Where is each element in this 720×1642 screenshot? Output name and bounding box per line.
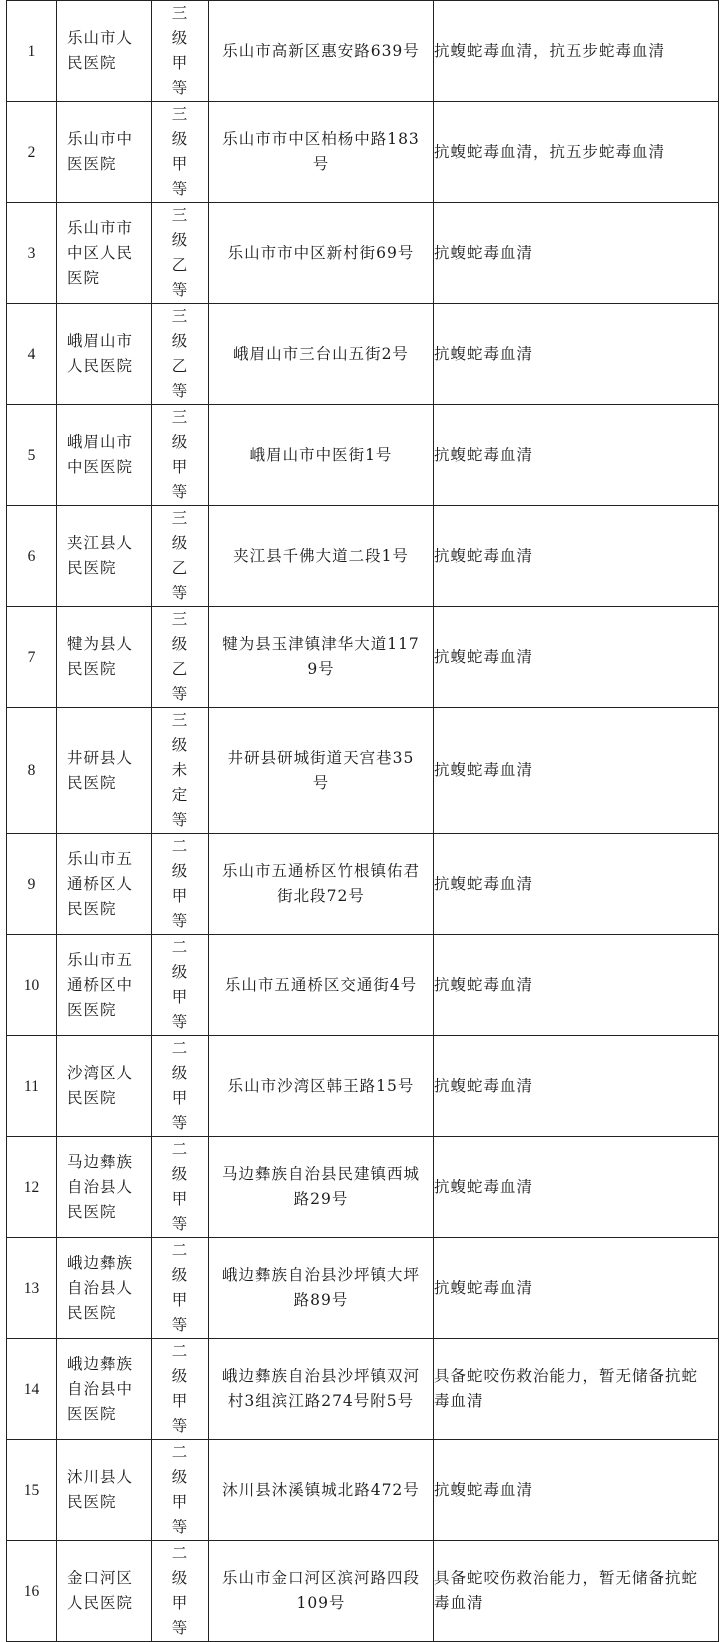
- hospital-name-cell: [57, 102, 152, 203]
- antivenom-cell: [434, 935, 719, 1036]
- row-number: 16: [23, 1582, 40, 1600]
- hospital-address: 峨边彝族自治县沙坪镇双河村3组滨江路274号附5号: [221, 1367, 420, 1410]
- row-number: 9: [27, 875, 36, 893]
- antivenom-status: 抗蝮蛇毒血清: [434, 243, 534, 262]
- hospital-grade: 三级乙等: [171, 509, 189, 602]
- hospital-grade-cell: [152, 607, 209, 708]
- hospital-grade: 三级甲等: [171, 4, 189, 97]
- hospital-address: 乐山市高新区惠安路639号: [222, 41, 420, 60]
- row-number-cell: [7, 405, 57, 506]
- hospital-name: 峨眉山市人民医院: [67, 332, 134, 375]
- antivenom-cell: [434, 506, 719, 607]
- table-row: [7, 102, 719, 203]
- antivenom-cell: [434, 1238, 719, 1339]
- table-row: [7, 1541, 719, 1642]
- antivenom-cell: [434, 203, 719, 304]
- hospital-name-cell: [57, 935, 152, 1036]
- hospital-name: 沐川县人民医院: [67, 1468, 134, 1511]
- hospital-table: [6, 0, 719, 1642]
- row-number: 5: [27, 446, 36, 464]
- hospital-name-cell: [57, 1541, 152, 1642]
- hospital-grade: 二级甲等: [171, 1241, 189, 1334]
- hospital-grade-cell: [152, 102, 209, 203]
- antivenom-status: 具备蛇咬伤救治能力，暂无储备抗蛇毒血清: [434, 1569, 699, 1612]
- hospital-name: 峨眉山市中医医院: [67, 433, 134, 476]
- row-number: 3: [27, 244, 36, 262]
- antivenom-status: 抗蝮蛇毒血清: [434, 1076, 534, 1095]
- antivenom-status: 抗蝮蛇毒血清: [434, 344, 534, 363]
- antivenom-status: 抗蝮蛇毒血清，抗五步蛇毒血清: [434, 142, 666, 161]
- row-number-cell: [7, 304, 57, 405]
- hospital-name: 井研县人民医院: [67, 748, 134, 792]
- hospital-address-cell: [209, 203, 434, 304]
- antivenom-cell: [434, 1440, 719, 1541]
- antivenom-status: 抗蝮蛇毒血清: [434, 1177, 534, 1196]
- table-row: [7, 506, 719, 607]
- row-number-cell: [7, 1339, 57, 1440]
- antivenom-status: 抗蝮蛇毒血清: [434, 1480, 534, 1499]
- hospital-grade: 三级甲等: [171, 408, 189, 501]
- hospital-name-cell: [57, 506, 152, 607]
- hospital-name: 乐山市五通桥区中医医院: [67, 950, 134, 1019]
- table-body: [7, 1, 719, 1642]
- row-number: 2: [27, 143, 36, 161]
- hospital-address-cell: [209, 1036, 434, 1137]
- hospital-grade-cell: [152, 1036, 209, 1137]
- hospital-name: 乐山市五通桥区人民医院: [67, 849, 134, 918]
- hospital-grade: 二级甲等: [171, 1342, 189, 1435]
- hospital-grade: 三级未定等: [171, 711, 189, 829]
- antivenom-cell: [434, 708, 719, 834]
- hospital-name: 乐山市中医医院: [67, 130, 134, 173]
- hospital-address-cell: [209, 506, 434, 607]
- row-number-cell: [7, 1137, 57, 1238]
- hospital-name: 马边彝族自治县人民医院: [67, 1152, 134, 1221]
- hospital-address-cell: [209, 1339, 434, 1440]
- row-number: 11: [24, 1077, 39, 1095]
- hospital-grade: 二级甲等: [171, 837, 189, 930]
- row-number-cell: [7, 708, 57, 834]
- hospital-address: 井研县研城街道天宫巷35号: [227, 748, 415, 792]
- hospital-address-cell: [209, 1440, 434, 1541]
- row-number: 6: [27, 547, 36, 565]
- hospital-grade-cell: [152, 1238, 209, 1339]
- hospital-grade-cell: [152, 708, 209, 834]
- hospital-name: 沙湾区人民医院: [67, 1064, 134, 1107]
- antivenom-cell: [434, 607, 719, 708]
- hospital-address: 乐山市沙湾区韩王路15号: [227, 1076, 415, 1095]
- antivenom-cell: [434, 1, 719, 102]
- hospital-name: 金口河区人民医院: [67, 1569, 134, 1612]
- hospital-grade-cell: [152, 834, 209, 935]
- hospital-address-cell: [209, 405, 434, 506]
- hospital-name-cell: [57, 708, 152, 834]
- hospital-address-cell: [209, 102, 434, 203]
- hospital-grade-cell: [152, 1541, 209, 1642]
- row-number-cell: [7, 1541, 57, 1642]
- hospital-address: 夹江县千佛大道二段1号: [233, 546, 409, 565]
- antivenom-status: 抗蝮蛇毒血清: [434, 1278, 534, 1297]
- hospital-grade-cell: [152, 1440, 209, 1541]
- antivenom-status: 抗蝮蛇毒血清: [434, 975, 534, 994]
- hospital-grade: 三级甲等: [171, 105, 189, 198]
- row-number: 7: [27, 648, 36, 666]
- hospital-address: 沐川县沐溪镇城北路472号: [222, 1480, 420, 1499]
- hospital-name-cell: [57, 203, 152, 304]
- hospital-address: 峨边彝族自治县沙坪镇大坪路89号: [221, 1266, 420, 1309]
- row-number: 13: [23, 1279, 40, 1297]
- row-number-cell: [7, 102, 57, 203]
- hospital-name-cell: [57, 607, 152, 708]
- row-number-cell: [7, 1036, 57, 1137]
- hospital-name-cell: [57, 1036, 152, 1137]
- table-row: [7, 1036, 719, 1137]
- hospital-grade-cell: [152, 1, 209, 102]
- hospital-grade: 二级甲等: [171, 1544, 189, 1637]
- antivenom-status: 抗蝮蛇毒血清: [434, 445, 534, 464]
- hospital-name: 峨边彝族自治县中医医院: [67, 1354, 134, 1423]
- antivenom-cell: [434, 102, 719, 203]
- antivenom-status: 抗蝮蛇毒血清，抗五步蛇毒血清: [434, 41, 666, 60]
- antivenom-cell: [434, 834, 719, 935]
- hospital-address-cell: [209, 1238, 434, 1339]
- hospital-grade: 二级甲等: [171, 938, 189, 1031]
- row-number: 15: [23, 1481, 40, 1499]
- table-row: [7, 1, 719, 102]
- table-row: [7, 203, 719, 304]
- hospital-grade-cell: [152, 1339, 209, 1440]
- hospital-address: 峨眉山市中医街1号: [249, 445, 393, 464]
- hospital-name: 夹江县人民医院: [67, 534, 134, 577]
- table-row: [7, 304, 719, 405]
- hospital-name-cell: [57, 405, 152, 506]
- hospital-grade: 三级乙等: [171, 307, 189, 400]
- hospital-address-cell: [209, 1137, 434, 1238]
- table-row: [7, 1137, 719, 1238]
- hospital-grade: 三级乙等: [171, 206, 189, 299]
- hospital-name-cell: [57, 304, 152, 405]
- row-number-cell: [7, 203, 57, 304]
- row-number-cell: [7, 1, 57, 102]
- hospital-grade-cell: [152, 506, 209, 607]
- hospital-grade-cell: [152, 935, 209, 1036]
- row-number: 4: [27, 345, 36, 363]
- hospital-address-cell: [209, 304, 434, 405]
- table-row: [7, 607, 719, 708]
- hospital-address-cell: [209, 1541, 434, 1642]
- row-number-cell: [7, 935, 57, 1036]
- antivenom-cell: [434, 405, 719, 506]
- table-row: [7, 708, 719, 834]
- hospital-address: 乐山市金口河区滨河路四段109号: [221, 1569, 420, 1612]
- hospital-address: 乐山市市中区新村街69号: [227, 243, 415, 262]
- hospital-address: 乐山市五通桥区交通街4号: [224, 975, 418, 994]
- hospital-address-cell: [209, 834, 434, 935]
- antivenom-cell: [434, 304, 719, 405]
- hospital-name-cell: [57, 1238, 152, 1339]
- row-number: 1: [27, 42, 36, 60]
- table-row: [7, 935, 719, 1036]
- row-number-cell: [7, 834, 57, 935]
- hospital-name-cell: [57, 1137, 152, 1238]
- hospital-name-cell: [57, 1440, 152, 1541]
- row-number: 14: [23, 1380, 40, 1398]
- row-number-cell: [7, 506, 57, 607]
- table-row: [7, 1440, 719, 1541]
- hospital-address: 乐山市五通桥区竹根镇佑君街北段72号: [221, 862, 420, 905]
- hospital-address-cell: [209, 708, 434, 834]
- hospital-name: 乐山市市中区人民医院: [67, 218, 134, 287]
- antivenom-status: 抗蝮蛇毒血清: [434, 874, 534, 893]
- antivenom-cell: [434, 1339, 719, 1440]
- table-row: [7, 1339, 719, 1440]
- hospital-address-cell: [209, 1, 434, 102]
- hospital-grade-cell: [152, 304, 209, 405]
- hospital-name-cell: [57, 1, 152, 102]
- hospital-grade: 三级乙等: [171, 610, 189, 703]
- hospital-grade-cell: [152, 405, 209, 506]
- row-number: 8: [27, 762, 36, 779]
- antivenom-status: 抗蝮蛇毒血清: [434, 761, 534, 779]
- antivenom-status: 抗蝮蛇毒血清: [434, 647, 534, 666]
- hospital-address: 马边彝族自治县民建镇西城路29号: [221, 1165, 420, 1208]
- row-number: 10: [23, 976, 40, 994]
- hospital-grade: 二级甲等: [171, 1039, 189, 1132]
- antivenom-status: 具备蛇咬伤救治能力，暂无储备抗蛇毒血清: [434, 1367, 699, 1410]
- table-row: [7, 834, 719, 935]
- row-number-cell: [7, 1238, 57, 1339]
- antivenom-cell: [434, 1036, 719, 1137]
- hospital-grade: 二级甲等: [171, 1443, 189, 1536]
- hospital-address: 乐山市市中区柏杨中路183号: [222, 130, 420, 173]
- antivenom-status: 抗蝮蛇毒血清: [434, 546, 534, 565]
- hospital-name-cell: [57, 1339, 152, 1440]
- hospital-grade-cell: [152, 1137, 209, 1238]
- antivenom-cell: [434, 1137, 719, 1238]
- hospital-address-cell: [209, 935, 434, 1036]
- antivenom-cell: [434, 1541, 719, 1642]
- hospital-grade-cell: [152, 203, 209, 304]
- hospital-name: 犍为县人民医院: [67, 635, 134, 678]
- row-number-cell: [7, 607, 57, 708]
- hospital-address: 峨眉山市三台山五街2号: [233, 344, 409, 363]
- table-row: [7, 1238, 719, 1339]
- hospital-name-cell: [57, 834, 152, 935]
- hospital-name: 峨边彝族自治县人民医院: [67, 1253, 134, 1322]
- table-row: [7, 405, 719, 506]
- hospital-name: 乐山市人民医院: [67, 29, 134, 72]
- row-number-cell: [7, 1440, 57, 1541]
- hospital-grade: 二级甲等: [171, 1140, 189, 1233]
- hospital-address: 犍为县玉津镇津华大道1179号: [222, 635, 420, 678]
- row-number: 12: [23, 1178, 40, 1196]
- hospital-address-cell: [209, 607, 434, 708]
